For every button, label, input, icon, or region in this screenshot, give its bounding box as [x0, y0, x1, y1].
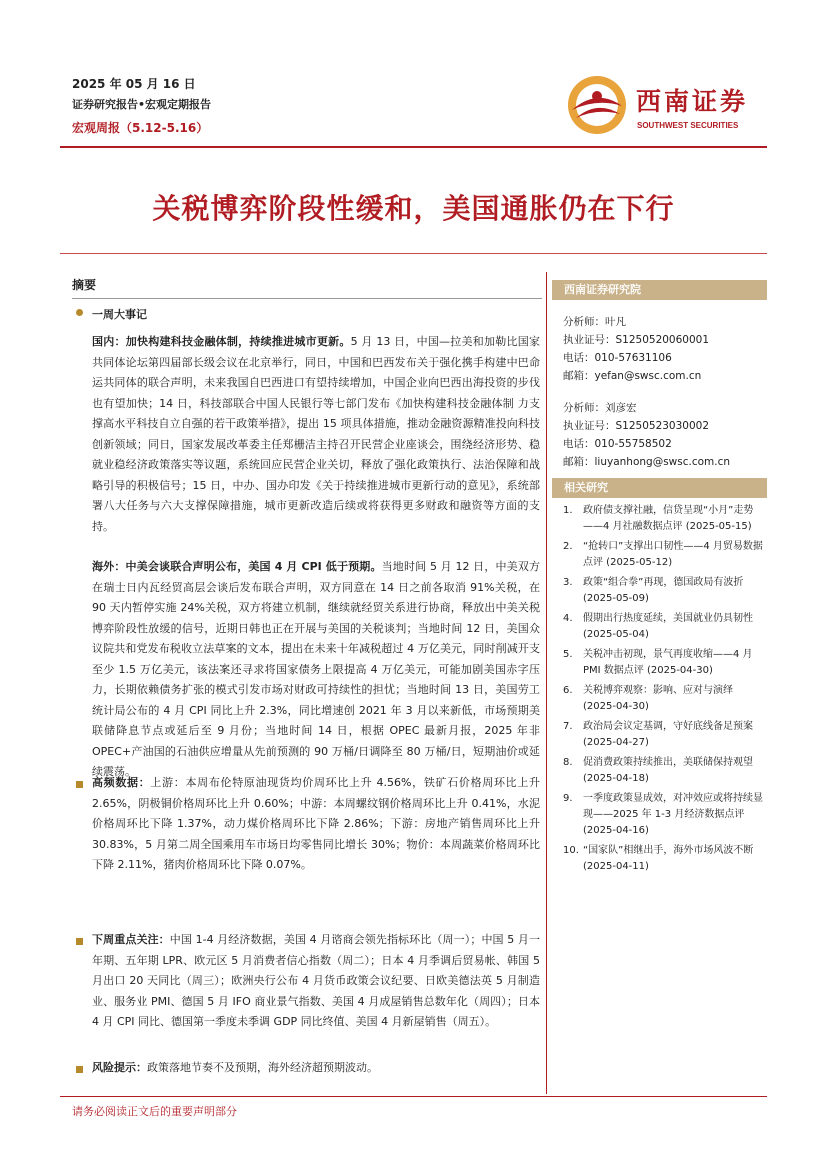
item-text: “抢转口”支撑出口韧性——4 月贸易数据点评 (2025-05-12)	[583, 541, 763, 568]
paragraph-lead: 国内：加快构建科技金融体制，持续推进城市更新。	[92, 335, 351, 348]
paragraph-body: 上游：本周布伦特原油现货均价周环比上升 4.56%，铁矿石价格周环比上升 2.65%，阴极铜价格周环比上升 0.60%；中游：本周螺纹钢价格周环比上升 0.41%，水泥价格周环比下降 1.37%，动力煤价格周环比下降 2.86%；下游：房地产销售周环比上升 30.83%，5 月第二周全国乘用车市场日均零售同比增长 30%；物价：本周蔬菜价格周环比下降 2.11%，猪肉价格周环比下降 0.07%。	[92, 776, 540, 871]
logo-text-cn: 西南证券	[636, 87, 749, 116]
related-research-item[interactable]	[563, 683, 768, 715]
item-number: 9.	[563, 793, 573, 804]
item-text: 政府债支撑社融，信贷呈现“小月”走势——4 月社融数据点评 (2025-05-15)	[583, 505, 754, 532]
related-research-item[interactable]	[563, 503, 768, 535]
report-title: 关税博弈阶段性缓和，美国通胀仍在下行	[152, 192, 675, 225]
item-number: 10.	[563, 845, 579, 856]
analyst-name: 分析师：刘彦宏	[563, 402, 637, 414]
paragraph-body: 5 月 13 日，中国—拉美和加勒比国家共同体论坛第四届部长级会议在北京举行，同日，中国和巴西发布关于强化携手构建中巴命运共同体的联合声明，未来我国自巴西进口有望持续增加，中国企业向巴西出海投资的步伐也有望加快；14 日，科技部联合中国人民银行等七部门发布《加快构建科技金融体制 力支撑高水平科技自立自强的若干政策举措》，提出 15 项具体措施，推动金融资源精准投向科技创新领域；同日，国家发展改革委主任郑栅洁主持召开民营企业座谈会，围绕经济形势、稳就业稳经济政策落实等议题，系统回应民营企业关切，释放了强化政策执行、法治保障和战略引导的积极信号；15 日，中办、国办印发《关于持续推进城市更新行动的意见》，系统部署八大任务与六大支撑保障措施，城市更新改造后续或将获得更多财政和融资等方面的支持。	[92, 335, 541, 533]
related-research-item[interactable]	[563, 539, 768, 571]
item-text: 政治局会议定基调，守好底线备足预案 (2025-04-27)	[583, 721, 753, 748]
item-text: 关税冲击初现，景气再度收缩——4 月 PMI 数据点评 (2025-04-30)	[583, 649, 753, 676]
company-logo	[566, 72, 766, 138]
item-number: 8.	[563, 757, 573, 768]
related-research-item[interactable]	[563, 575, 768, 607]
item-text: 一季度政策显成效，对冲效应或将持续显现——2025 年 1-3 月经济数据点评 (2025-04-16)	[583, 793, 763, 836]
item-text: 促消费政策持续推出，美联储保持观望 (2025-04-18)	[583, 757, 753, 784]
related-research-list	[563, 503, 768, 879]
paragraph-lead: 风险提示：	[92, 1061, 147, 1074]
related-research-item[interactable]	[563, 647, 768, 679]
item-text: 关税博弈观察：影响、应对与演绎 (2025-04-30)	[583, 685, 733, 712]
item-number: 7.	[563, 721, 573, 732]
logo-text-en: SOUTHWEST SECURITIES	[637, 121, 739, 130]
related-research-item[interactable]	[563, 791, 768, 839]
weekly-events-heading: 一周大事记	[92, 308, 147, 321]
paragraph-risk	[92, 1058, 540, 1079]
item-number: 5.	[563, 649, 573, 660]
related-research-item[interactable]	[563, 611, 768, 643]
institute-header: 西南证券研究院	[552, 280, 767, 300]
paragraph-lead: 海外：中美会谈联合声明公布，美国 4 月 CPI 低于预期。	[92, 560, 382, 573]
analyst-license: 执业证号：S1250520060001	[563, 334, 710, 346]
title-divider	[60, 253, 767, 254]
paragraph-lead: 下周重点关注：	[92, 933, 170, 946]
analyst-phone: 电话：010-55758502	[563, 438, 672, 450]
analyst-email[interactable]: 邮箱：liuyanhong@swsc.com.cn	[563, 456, 731, 468]
analyst-email[interactable]: 邮箱：yefan@swsc.com.cn	[563, 370, 702, 382]
report-date: 2025 年 05 月 16 日	[72, 77, 196, 91]
paragraph-next-week	[92, 930, 540, 1033]
paragraph-body: 当地时间 5 月 12 日，中美双方在瑞士日内瓦经贸高层会谈后发布联合声明，双方同意在 14 日之前各取消 91%关税，在 90 天内暂停实施 24%关税，双方将建立机制，继续就经贸关系进行协商，释放出中美关税博弈阶段性放缓的信号，近期日韩也正在开展与美国的关税谈判；当地时间 12 日，美国众议院共和党发布税收立法草案的文本，提出在未来十年减税超过 4 万亿美元，同时削减开支至少 1.5 万亿美元，该法案还寻求将国家债务上限提高 4 万亿美元，可能加剧美国赤字压力，长期依赖债务扩张的模式引发市场对财政可持续性的担忧；当地时间 13 日，美国劳工统计局公布的 4 月 CPI 同比上升 2.3%，同比增速创 2021 年 3 月以来新低，市场预期美联储降息节点或延后至 9 月份；当地时间 14 日，根据 OPEC 最新月报，2025 年非 OPEC+产油国的石油供应增量从先前预测的 90 万桶/日调降至 80 万桶/日，短期油价或延续震荡。	[92, 560, 541, 778]
bullet-square-icon	[76, 938, 83, 945]
item-number: 2.	[563, 541, 573, 552]
report-type: 证券研究报告•宏观定期报告	[72, 98, 212, 111]
bullet-dot-icon	[76, 309, 83, 316]
paragraph-overseas	[92, 557, 540, 783]
item-text: 政策“组合拳”再现，德国政局有波折 (2025-05-09)	[583, 577, 744, 604]
paragraph-domestic	[92, 332, 540, 537]
analyst-phone: 电话：010-57631106	[563, 352, 672, 364]
item-number: 1.	[563, 505, 573, 516]
item-number: 4.	[563, 613, 573, 624]
paragraph-body: 中国 1-4 月经济数据，美国 4 月谘商会领先指标环比（周一）；中国 5 月一年期、五年期 LPR、欧元区 5 月消费者信心指数（周二）；日本 4 月季调后贸易帐、韩国 5 月出口 20 天同比（周三）；欧洲央行公布 4 月货币政策会议纪要、日欧美德法英 5 月制造业、服务业 PMI、德国 5 月 IFO 商业景气指数、美国 4 月成屋销售总数年化（周四）；日本 4 月 CPI 同比、德国第一季度未季调 GDP 同比终值、美国 4 月新屋销售（周五）。	[92, 933, 540, 1028]
paragraph-high-frequency	[92, 773, 540, 876]
item-number: 3.	[563, 577, 573, 588]
report-week: 宏观周报（5.12-5.16）	[72, 121, 209, 135]
analyst-license: 执业证号：S1250523030002	[563, 420, 710, 432]
item-text: 假期出行热度延续，美国就业仍具韧性 (2025-05-04)	[583, 613, 753, 640]
summary-divider	[72, 298, 542, 299]
related-research-item[interactable]	[563, 755, 768, 787]
related-research-item[interactable]	[563, 843, 768, 875]
column-divider	[546, 272, 547, 1094]
item-text: “国家队”相继出手，海外市场风波不断 (2025-04-11)	[583, 845, 754, 872]
paragraph-body: 政策落地节奏不及预期，海外经济超预期波动。	[147, 1061, 378, 1074]
logo-emblem-icon	[566, 74, 628, 136]
footer-divider	[60, 1096, 767, 1097]
header-divider	[60, 146, 767, 148]
analyst-list	[563, 313, 768, 471]
bullet-square-icon	[76, 781, 83, 788]
bullet-square-icon	[76, 1066, 83, 1073]
paragraph-lead: 高频数据：	[92, 776, 151, 789]
footer-disclaimer[interactable]: 请务必阅读正文后的重要声明部分	[72, 1105, 237, 1118]
summary-heading: 摘要	[72, 278, 97, 292]
analyst-name: 分析师：叶凡	[563, 316, 626, 328]
related-research-item[interactable]	[563, 719, 768, 751]
item-number: 6.	[563, 685, 573, 696]
related-research-header: 相关研究	[552, 478, 767, 498]
